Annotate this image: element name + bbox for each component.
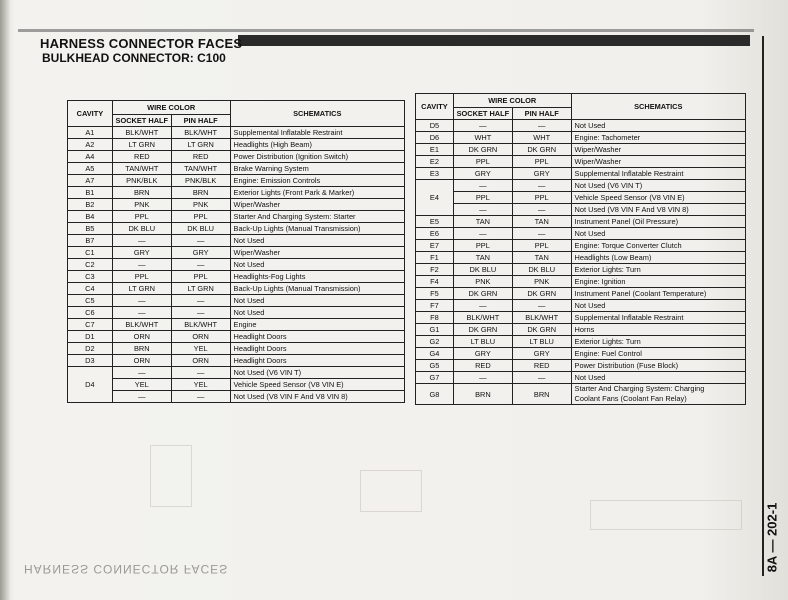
cavity-cell: E3 (416, 168, 454, 180)
schematics-cell: Not Used (230, 259, 404, 271)
cavity-header: CAVITY (416, 94, 454, 120)
pin-half-cell: GRY (171, 247, 230, 259)
cavity-cell: E2 (416, 156, 454, 168)
socket-half-cell: TAN/WHT (112, 163, 171, 175)
page-number (765, 500, 787, 580)
schematics-cell: Not Used (V8 VIN F And V8 VIN 8) (230, 391, 404, 403)
table-row (68, 211, 405, 223)
cavity-cell: G5 (416, 360, 454, 372)
socket-half-cell: PPL (453, 156, 512, 168)
cavity-cell: D3 (68, 355, 113, 367)
bleed-through-diagram (360, 470, 422, 512)
socket-half-cell: — (453, 180, 512, 192)
pin-half-cell: TAN (512, 252, 571, 264)
socket-half-cell: — (112, 391, 171, 403)
table-row (416, 300, 746, 312)
pin-half-cell: ORN (171, 331, 230, 343)
cavity-cell: E7 (416, 240, 454, 252)
page-number-text: 8A — 202-1 (764, 502, 780, 573)
table-row (416, 180, 746, 192)
pin-half-cell: PNK (171, 199, 230, 211)
pin-half-cell: — (171, 235, 230, 247)
schematics-cell: Headlight Doors (230, 355, 404, 367)
schematics-cell: Engine: Torque Converter Clutch (571, 240, 745, 252)
schematics-cell: Supplemental Inflatable Restraint (571, 168, 745, 180)
table-row (68, 343, 405, 355)
cavity-cell: A5 (68, 163, 113, 175)
socket-half-cell: BLK/WHT (453, 312, 512, 324)
schematics-line: Starter And Charging System: Charging (574, 384, 705, 393)
header-bar (238, 35, 750, 46)
socket-half-cell: TAN (453, 216, 512, 228)
socket-half-cell: — (112, 259, 171, 271)
pin-half-cell: — (512, 180, 571, 192)
table-row (68, 379, 405, 391)
left-table-body (68, 127, 405, 403)
schematics-cell: Engine: Fuel Control (571, 348, 745, 360)
cavity-cell: C5 (68, 295, 113, 307)
cavity-cell: A4 (68, 151, 113, 163)
schematics-cell: Vehicle Speed Sensor (V8 VIN E) (230, 379, 404, 391)
left-connector-table (67, 100, 405, 403)
socket-half-cell: ORN (112, 331, 171, 343)
schematics-cell: Engine (230, 319, 404, 331)
socket-half-cell: PNK (453, 276, 512, 288)
socket-half-cell: LT GRN (112, 283, 171, 295)
pin-half-cell: BLK/WHT (171, 127, 230, 139)
table-row (416, 252, 746, 264)
socket-half-cell: PPL (453, 240, 512, 252)
cavity-cell: C7 (68, 319, 113, 331)
schematics-header: SCHEMATICS (571, 94, 745, 120)
pin-half-cell: RED (171, 151, 230, 163)
pin-half-cell: — (171, 307, 230, 319)
pin-half-cell: — (171, 367, 230, 379)
socket-half-cell: RED (453, 360, 512, 372)
table-row (68, 127, 405, 139)
table-row (416, 288, 746, 300)
pin-half-cell: — (512, 372, 571, 384)
pin-half-cell: BRN (512, 384, 571, 405)
socket-half-cell: DK BLU (112, 223, 171, 235)
pin-half-cell: LT GRN (171, 283, 230, 295)
pin-half-cell: GRY (512, 348, 571, 360)
cavity-cell: E5 (416, 216, 454, 228)
cavity-cell: G7 (416, 372, 454, 384)
table-row (68, 199, 405, 211)
cavity-cell: A2 (68, 139, 113, 151)
pin-half-cell: BLK/WHT (512, 312, 571, 324)
cavity-cell: A1 (68, 127, 113, 139)
schematics-cell: Headlights-Fog Lights (230, 271, 404, 283)
schematics-cell: Wiper/Washer (230, 247, 404, 259)
cavity-header: CAVITY (68, 101, 113, 127)
pin-half-cell: DK BLU (512, 264, 571, 276)
cavity-cell: F1 (416, 252, 454, 264)
table-row (68, 307, 405, 319)
schematics-cell: Exterior Lights: Turn (571, 264, 745, 276)
schematics-cell: Exterior Lights: Turn (571, 336, 745, 348)
table-row (416, 384, 746, 405)
pin-half-cell: DK GRN (512, 324, 571, 336)
page-title: HARNESS CONNECTOR FACES (40, 36, 243, 51)
schematics-cell: Headlight Doors (230, 343, 404, 355)
pin-half-cell: LT GRN (171, 139, 230, 151)
schematics-cell: Supplemental Inflatable Restraint (230, 127, 404, 139)
socket-half-cell: BRN (453, 384, 512, 405)
pin-half-cell: BRN (171, 187, 230, 199)
socket-half-cell: BRN (112, 187, 171, 199)
cavity-cell: C1 (68, 247, 113, 259)
socket-half-cell: — (112, 235, 171, 247)
cavity-cell: C6 (68, 307, 113, 319)
table-row (68, 355, 405, 367)
pin-half-cell: — (512, 204, 571, 216)
cavity-cell: G1 (416, 324, 454, 336)
cavity-cell: C3 (68, 271, 113, 283)
cavity-cell: B7 (68, 235, 113, 247)
pin-half-header: PIN HALF (512, 108, 571, 120)
table-row (416, 240, 746, 252)
schematics-cell: Wiper/Washer (571, 144, 745, 156)
cavity-cell: G4 (416, 348, 454, 360)
pin-half-cell: DK GRN (512, 288, 571, 300)
pin-half-cell: YEL (171, 379, 230, 391)
table-row (68, 283, 405, 295)
cavity-cell: F5 (416, 288, 454, 300)
page-edge-rule (762, 36, 764, 576)
table-row (68, 247, 405, 259)
socket-half-cell: — (453, 204, 512, 216)
socket-half-cell: PNK (112, 199, 171, 211)
pin-half-cell: BLK/WHT (171, 319, 230, 331)
schematics-cell: Instrument Panel (Coolant Temperature) (571, 288, 745, 300)
table-row (68, 223, 405, 235)
schematics-cell: Instrument Panel (Oil Pressure) (571, 216, 745, 228)
header-rule (18, 29, 754, 32)
socket-half-cell: BLK/WHT (112, 127, 171, 139)
schematics-cell: Wiper/Washer (230, 199, 404, 211)
table-row (416, 348, 746, 360)
cavity-cell: D4 (68, 367, 113, 403)
socket-half-cell: — (453, 228, 512, 240)
pin-half-cell: PPL (171, 211, 230, 223)
pin-half-cell: — (171, 391, 230, 403)
cavity-cell: D1 (68, 331, 113, 343)
pin-half-cell: — (512, 228, 571, 240)
pin-half-cell: LT BLU (512, 336, 571, 348)
cavity-cell: B2 (68, 199, 113, 211)
table-row (416, 276, 746, 288)
socket-half-cell: DK GRN (453, 288, 512, 300)
schematics-cell: Power Distribution (Ignition Switch) (230, 151, 404, 163)
socket-half-cell: — (112, 307, 171, 319)
table-row (68, 259, 405, 271)
cavity-cell: F7 (416, 300, 454, 312)
cavity-cell: F4 (416, 276, 454, 288)
cavity-cell: B5 (68, 223, 113, 235)
pin-half-cell: DK GRN (512, 144, 571, 156)
cavity-cell: C4 (68, 283, 113, 295)
socket-half-cell: PNK/BLK (112, 175, 171, 187)
socket-half-cell: PPL (453, 192, 512, 204)
table-row (416, 192, 746, 204)
table-row (68, 271, 405, 283)
binding-shadow (0, 0, 10, 600)
table-row (416, 132, 746, 144)
pin-half-cell: TAN (512, 216, 571, 228)
schematics-line: Coolant Fans (Coolant Fan Relay) (574, 394, 687, 403)
pin-half-cell: — (171, 295, 230, 307)
table-row (416, 204, 746, 216)
table-row (416, 120, 746, 132)
pin-half-cell: — (512, 120, 571, 132)
schematics-cell: Not Used (230, 307, 404, 319)
schematics-cell: Back-Up Lights (Manual Transmission) (230, 283, 404, 295)
schematics-cell: Not Used (V6 VIN T) (230, 367, 404, 379)
table-row (416, 216, 746, 228)
schematics-cell: Starter And Charging System: Starter (230, 211, 404, 223)
table-row (68, 151, 405, 163)
table-row (416, 144, 746, 156)
pin-half-header: PIN HALF (171, 115, 230, 127)
schematics-cell: Not Used (V8 VIN F And V8 VIN 8) (571, 204, 745, 216)
table-row (68, 319, 405, 331)
table-row (416, 264, 746, 276)
wire-color-header: WIRE COLOR (112, 101, 230, 115)
cavity-cell: B1 (68, 187, 113, 199)
table-row (68, 163, 405, 175)
pin-half-cell: PNK/BLK (171, 175, 230, 187)
table-row (68, 391, 405, 403)
cavity-cell: E4 (416, 180, 454, 216)
cavity-cell: E1 (416, 144, 454, 156)
schematics-cell: Not Used (230, 235, 404, 247)
table-row (416, 156, 746, 168)
schematics-cell (571, 384, 745, 405)
pin-half-cell: PNK (512, 276, 571, 288)
cavity-cell: F2 (416, 264, 454, 276)
table-row (416, 372, 746, 384)
socket-half-cell: — (453, 120, 512, 132)
socket-half-cell: DK GRN (453, 144, 512, 156)
schematics-cell: Engine: Tachometer (571, 132, 745, 144)
bleed-through-diagram (590, 500, 742, 530)
pin-half-cell: PPL (512, 240, 571, 252)
table-row (68, 139, 405, 151)
socket-half-cell: DK BLU (453, 264, 512, 276)
table-row (416, 228, 746, 240)
socket-half-cell: — (453, 300, 512, 312)
cavity-cell: F8 (416, 312, 454, 324)
cavity-cell: D5 (416, 120, 454, 132)
schematics-cell: Not Used (571, 228, 745, 240)
pin-half-cell: GRY (512, 168, 571, 180)
pin-half-cell: WHT (512, 132, 571, 144)
socket-half-cell: DK GRN (453, 324, 512, 336)
pin-half-cell: PPL (512, 156, 571, 168)
schematics-cell: Headlights (High Beam) (230, 139, 404, 151)
schematics-cell: Headlights (Low Beam) (571, 252, 745, 264)
cavity-cell: D2 (68, 343, 113, 355)
socket-half-cell: LT GRN (112, 139, 171, 151)
socket-half-cell: LT BLU (453, 336, 512, 348)
table-row (68, 367, 405, 379)
cavity-cell: B4 (68, 211, 113, 223)
wire-color-header: WIRE COLOR (453, 94, 571, 108)
socket-half-cell: PPL (112, 211, 171, 223)
socket-half-cell: GRY (453, 168, 512, 180)
socket-half-cell: BLK/WHT (112, 319, 171, 331)
bleed-through-text: HARNESS CONNECTOR FACES (24, 562, 229, 576)
cavity-cell: C2 (68, 259, 113, 271)
schematics-cell: Engine: Ignition (571, 276, 745, 288)
table-row (416, 360, 746, 372)
socket-half-cell: ORN (112, 355, 171, 367)
socket-half-cell: — (112, 295, 171, 307)
schematics-cell: Not Used (V6 VIN T) (571, 180, 745, 192)
table-row (416, 324, 746, 336)
schematics-header: SCHEMATICS (230, 101, 404, 127)
schematics-cell: Not Used (230, 295, 404, 307)
table-row (416, 336, 746, 348)
schematics-cell: Not Used (571, 300, 745, 312)
pin-half-cell: — (171, 259, 230, 271)
schematics-cell: Wiper/Washer (571, 156, 745, 168)
page-subtitle: BULKHEAD CONNECTOR: C100 (42, 51, 226, 65)
table-row (416, 168, 746, 180)
socket-half-cell: TAN (453, 252, 512, 264)
table-row (68, 175, 405, 187)
pin-half-cell: PPL (171, 271, 230, 283)
schematics-cell: Headlight Doors (230, 331, 404, 343)
socket-half-cell: — (453, 372, 512, 384)
schematics-cell: Horns (571, 324, 745, 336)
table-row (68, 187, 405, 199)
pin-half-cell: DK BLU (171, 223, 230, 235)
schematics-cell: Brake Warning System (230, 163, 404, 175)
cavity-cell: G2 (416, 336, 454, 348)
right-table-body (416, 120, 746, 405)
table-row (68, 331, 405, 343)
socket-half-cell: GRY (112, 247, 171, 259)
socket-half-cell: PPL (112, 271, 171, 283)
cavity-cell: A7 (68, 175, 113, 187)
right-connector-table (415, 93, 746, 405)
pin-half-cell: PPL (512, 192, 571, 204)
schematics-cell: Exterior Lights (Front Park & Marker) (230, 187, 404, 199)
socket-half-cell: WHT (453, 132, 512, 144)
schematics-cell: Back-Up Lights (Manual Transmission) (230, 223, 404, 235)
socket-half-header: SOCKET HALF (112, 115, 171, 127)
table-row (416, 312, 746, 324)
socket-half-cell: — (112, 367, 171, 379)
cavity-cell: G8 (416, 384, 454, 405)
table-row (68, 235, 405, 247)
schematics-cell: Engine: Emission Controls (230, 175, 404, 187)
schematics-cell: Vehicle Speed Sensor (V8 VIN E) (571, 192, 745, 204)
schematics-cell: Not Used (571, 120, 745, 132)
pin-half-cell: TAN/WHT (171, 163, 230, 175)
table-row (68, 295, 405, 307)
schematics-cell: Supplemental Inflatable Restraint (571, 312, 745, 324)
pin-half-cell: ORN (171, 355, 230, 367)
bleed-through-diagram (150, 445, 192, 507)
socket-half-header: SOCKET HALF (453, 108, 512, 120)
pin-half-cell: YEL (171, 343, 230, 355)
socket-half-cell: YEL (112, 379, 171, 391)
socket-half-cell: RED (112, 151, 171, 163)
socket-half-cell: GRY (453, 348, 512, 360)
pin-half-cell: — (512, 300, 571, 312)
schematics-cell: Power Distribution (Fuse Block) (571, 360, 745, 372)
cavity-cell: D6 (416, 132, 454, 144)
socket-half-cell: BRN (112, 343, 171, 355)
pin-half-cell: RED (512, 360, 571, 372)
schematics-cell: Not Used (571, 372, 745, 384)
cavity-cell: E6 (416, 228, 454, 240)
